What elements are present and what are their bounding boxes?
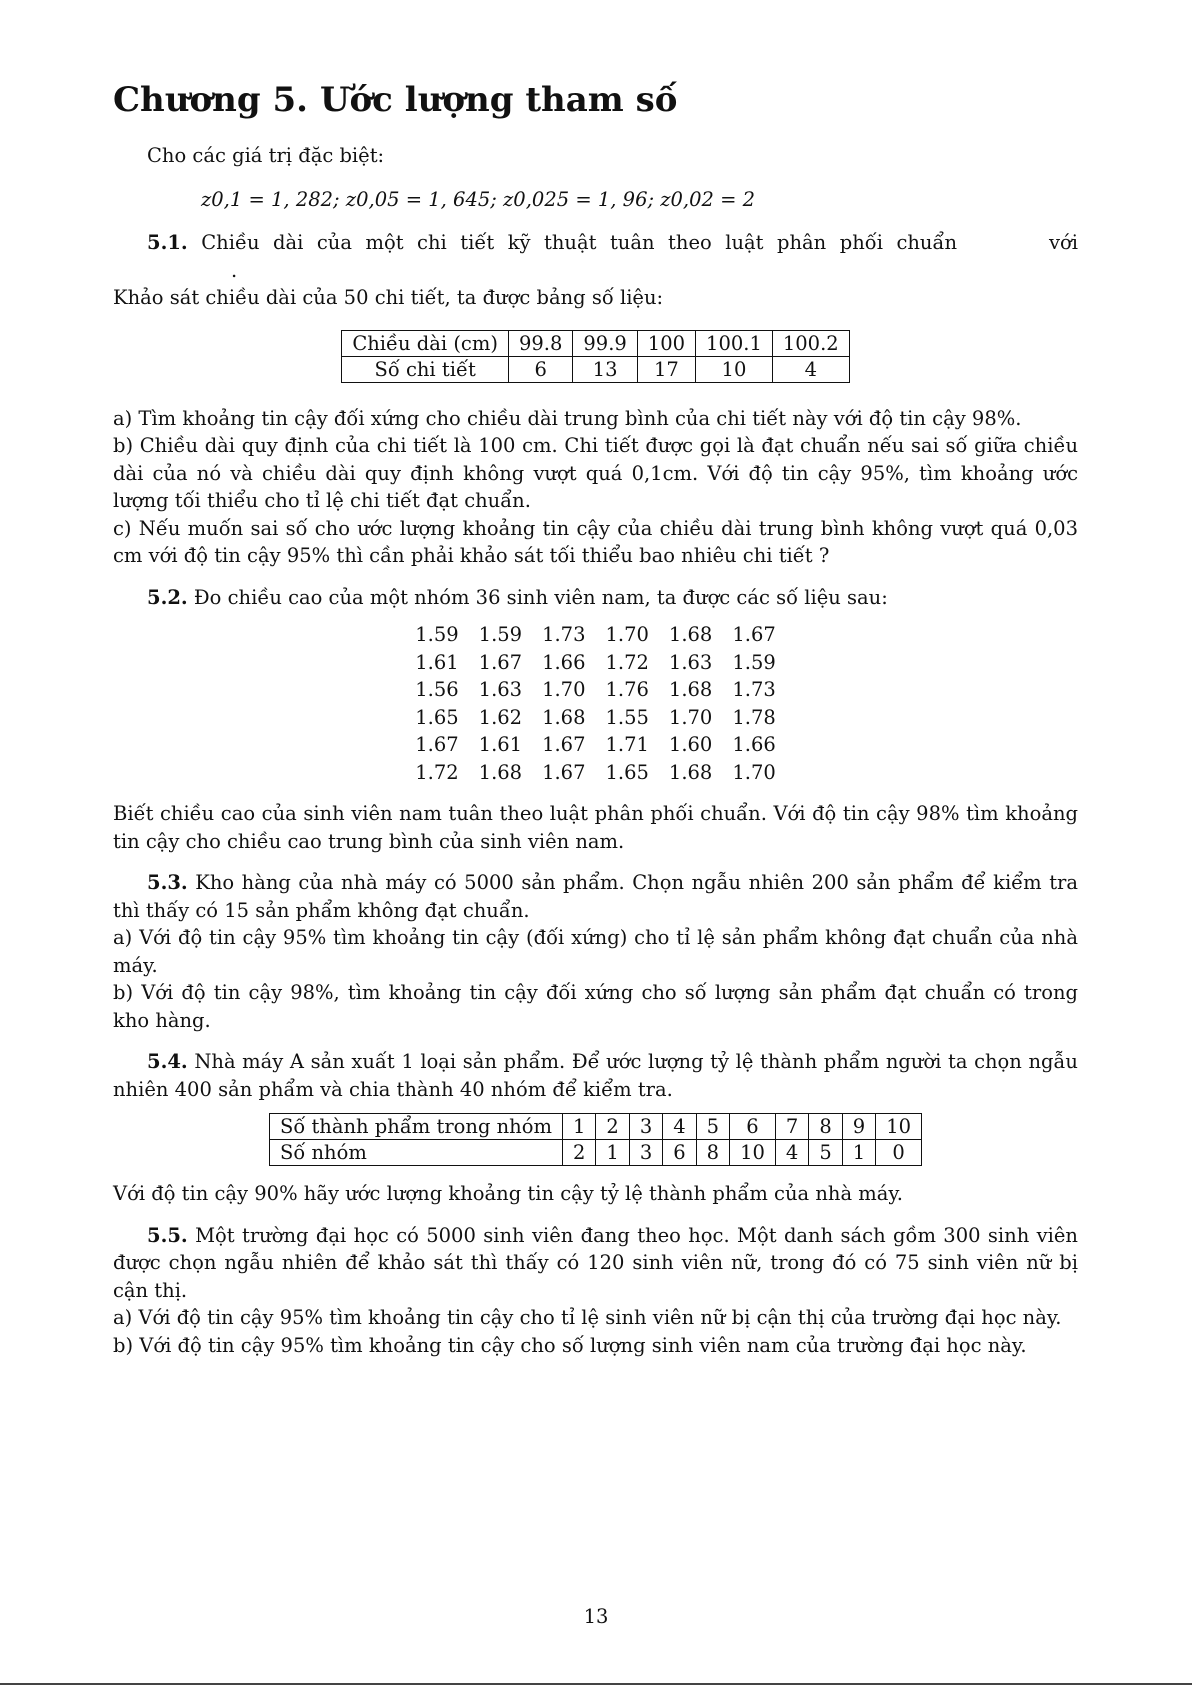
- table-cell: 1.59: [732, 650, 776, 674]
- table-cell: 1.63: [668, 650, 713, 674]
- page-content: [113, 78, 1078, 1359]
- problem-text: Kho hàng của nhà máy có 5000 sản phẩm. Chọn ngẫu nhiên 200 sản phẩm để kiểm tra thì thấy có 15 sản phẩm không đạt chuẩn.: [113, 871, 1078, 922]
- table-cell: 1: [842, 1140, 875, 1166]
- groups-table: [269, 1113, 922, 1166]
- table-cell: 1.60: [668, 733, 713, 756]
- problem-5-1-statement: [113, 229, 1078, 284]
- table-cell: 1.61: [415, 650, 459, 674]
- table-cell: 2: [596, 1114, 629, 1140]
- table-cell: 9: [842, 1114, 875, 1140]
- table-cell: 1.55: [605, 705, 649, 729]
- table-cell: 1.68: [668, 760, 713, 784]
- chapter-title: Chương 5. Ước lượng tham số: [113, 80, 678, 120]
- table-header-cell: Số thành phẩm trong nhóm: [269, 1114, 562, 1140]
- problem-text: Khảo sát chiều dài của 50 chi tiết, ta được bảng số liệu:: [113, 286, 664, 309]
- table-cell: 1.73: [732, 678, 776, 701]
- problem-5-3-statement: [113, 869, 1078, 924]
- table-cell: 1.68: [542, 705, 586, 729]
- problem-number: 5.5.: [147, 1223, 188, 1247]
- table-cell: 1.65: [415, 705, 459, 729]
- table-header-cell: Chiều dài (cm): [342, 330, 509, 356]
- problem-5-4-statement: [113, 1048, 1078, 1103]
- table-cell: 1.70: [732, 760, 776, 784]
- part-a: a) Tìm khoảng tin cậy đối xứng cho chiều dài trung bình của chi tiết này với độ tin cậy 98%.: [113, 406, 1022, 430]
- table-cell: 13: [573, 356, 637, 382]
- table-row: [342, 330, 849, 356]
- height-data-table: [405, 621, 786, 786]
- problem-text: Nhà máy A sản xuất 1 loại sản phẩm. Để ước lượng tỷ lệ thành phẩm người ta chọn ngẫu nhiên 400 sản phẩm và chia thành 40 nhóm để kiểm tra.: [113, 1050, 1078, 1101]
- table-cell: 1.61: [478, 733, 523, 756]
- part-b: b) Với độ tin cậy 95% tìm khoảng tin cậy cho số lượng sinh viên nam của trường đại học này.: [113, 1333, 1027, 1357]
- problem-text: với: [1049, 231, 1079, 254]
- table-row: [269, 1140, 921, 1166]
- table-cell: 8: [809, 1114, 842, 1140]
- problem-5-4: [113, 1048, 1078, 1208]
- intro-text: Cho các giá trị đặc biệt:: [147, 144, 385, 167]
- table-cell: 99.8: [508, 330, 572, 356]
- table-cell: 10: [730, 1140, 776, 1166]
- table-cell: 1.63: [478, 678, 523, 701]
- table-row: [405, 759, 786, 787]
- table-cell: 17: [637, 356, 695, 382]
- table-cell: 1.71: [605, 733, 649, 756]
- table-cell: 1.66: [732, 733, 776, 756]
- table-row: [342, 356, 849, 382]
- table-cell: 1.70: [668, 705, 713, 729]
- table-row: [269, 1114, 921, 1140]
- table-cell: 100.1: [696, 330, 773, 356]
- table-cell: 1.70: [542, 678, 586, 701]
- table-cell: 2: [562, 1140, 595, 1166]
- table-header-cell: Số nhóm: [269, 1140, 562, 1166]
- problem-number: 5.1.: [147, 231, 188, 254]
- table-cell: 4: [663, 1114, 696, 1140]
- problem-text: Với độ tin cậy 90% hãy ước lượng khoảng tin cậy tỷ lệ thành phẩm của nhà máy.: [113, 1182, 904, 1205]
- table-cell: 7: [775, 1114, 808, 1140]
- problem-number: 5.2.: [147, 585, 188, 609]
- problem-5-1: [113, 229, 1078, 570]
- table-cell: 1.70: [605, 623, 649, 646]
- length-table: [341, 330, 849, 383]
- table-header-cell: Số chi tiết: [342, 356, 509, 382]
- table-cell: 1.76: [605, 678, 649, 701]
- table-cell: 0: [876, 1140, 922, 1166]
- table-cell: 1.72: [415, 760, 459, 784]
- table-cell: 8: [696, 1140, 729, 1166]
- part-c: c) Nếu muốn sai số cho ước lượng khoảng tin cậy của chiều dài trung bình không vượt quá 0,03 cm với độ tin cậy 95% thì cần phải khảo sát tối thiểu bao nhiêu chi tiết ?: [113, 516, 1078, 567]
- problem-number: 5.4.: [147, 1050, 188, 1073]
- table-cell: 1.66: [542, 650, 586, 674]
- table-cell: 1: [562, 1114, 595, 1140]
- problem-5-2-statement: [113, 584, 1078, 612]
- table-cell: 99.9: [573, 330, 637, 356]
- table-cell: 3: [629, 1114, 662, 1140]
- table-cell: 10: [876, 1114, 922, 1140]
- part-b: b) Với độ tin cậy 98%, tìm khoảng tin cậy đối xứng cho số lượng sản phẩm đạt chuẩn có trong kho hàng.: [113, 981, 1078, 1032]
- table-cell: 6: [508, 356, 572, 382]
- table-cell: 5: [696, 1114, 729, 1140]
- problem-text: .: [231, 258, 238, 282]
- page-number: 13: [583, 1605, 609, 1628]
- part-a: a) Với độ tin cậy 95% tìm khoảng tin cậy (đối xứng) cho tỉ lệ sản phẩm không đạt chuẩn của nhà máy.: [113, 926, 1078, 977]
- table-row: [405, 676, 786, 704]
- problem-5-2: [113, 584, 1078, 856]
- problem-text: Một trường đại học có 5000 sinh viên đang theo học. Một danh sách gồm 300 sinh viên được chọn ngẫu nhiên để khảo sát thì thấy có 120 sinh viên nữ, trong đó có 75 sinh viên nữ bị cận thị.: [113, 1223, 1078, 1302]
- table-cell: 1.68: [668, 623, 713, 646]
- problem-5-3: [113, 869, 1078, 1034]
- problem-number: 5.3.: [147, 871, 188, 894]
- table-cell: 4: [775, 1140, 808, 1166]
- table-cell: 10: [696, 356, 773, 382]
- table-cell: 1.67: [478, 650, 523, 674]
- table-cell: 1.56: [415, 678, 459, 701]
- problem-5-5: [113, 1222, 1078, 1360]
- table-row: [405, 731, 786, 759]
- table-cell: 1.62: [478, 705, 523, 729]
- table-cell: 1.67: [732, 623, 776, 646]
- table-cell: 6: [730, 1114, 776, 1140]
- part-a: a) Với độ tin cậy 95% tìm khoảng tin cậy cho tỉ lệ sinh viên nữ bị cận thị của trường đại học này.: [113, 1306, 1062, 1329]
- part-b: b) Chiều dài quy định của chi tiết là 100 cm. Chi tiết được gọi là đạt chuẩn nếu sai số giữa chiều dài của nó và chiều dài quy định không vượt quá 0,1cm. Với độ tin cậy 95%, tìm khoảng ước lượng tối thiểu cho tỉ lệ chi tiết đạt chuẩn.: [113, 434, 1078, 512]
- table-cell: 1.59: [478, 623, 523, 646]
- table-cell: 1.68: [668, 678, 713, 701]
- table-cell: 3: [629, 1140, 662, 1166]
- table-cell: 1.78: [732, 705, 776, 729]
- table-cell: 1: [596, 1140, 629, 1166]
- table-cell: 4: [772, 356, 849, 382]
- table-row: [405, 649, 786, 677]
- table-cell: 1.67: [542, 760, 586, 784]
- problem-5-5-statement: [113, 1222, 1078, 1305]
- table-cell: 100.2: [772, 330, 849, 356]
- table-cell: 6: [663, 1140, 696, 1166]
- table-cell: 1.72: [605, 650, 649, 674]
- table-cell: 1.59: [415, 623, 459, 646]
- table-cell: 5: [809, 1140, 842, 1166]
- table-row: [405, 621, 786, 649]
- table-cell: 1.73: [542, 623, 586, 646]
- table-cell: 100: [637, 330, 695, 356]
- table-cell: 1.65: [605, 760, 649, 784]
- problem-text: Chiều dài của một chi tiết kỹ thuật tuân theo luật phân phối chuẩn: [201, 231, 958, 254]
- problem-text: Đo chiều cao của một nhóm 36 sinh viên nam, ta được các số liệu sau:: [193, 585, 888, 609]
- table-cell: 1.68: [478, 760, 523, 784]
- z-values: z0,1 = 1, 282; z0,05 = 1, 645; z0,025 = 1, 96; z0,02 = 2: [201, 187, 756, 211]
- table-cell: 1.67: [415, 733, 459, 756]
- problem-text: Biết chiều cao của sinh viên nam tuân theo luật phân phối chuẩn. Với độ tin cậy 98% tìm khoảng tin cậy cho chiều cao trung bình của sinh viên nam.: [113, 802, 1078, 853]
- table-cell: 1.67: [542, 733, 586, 756]
- table-row: [405, 704, 786, 732]
